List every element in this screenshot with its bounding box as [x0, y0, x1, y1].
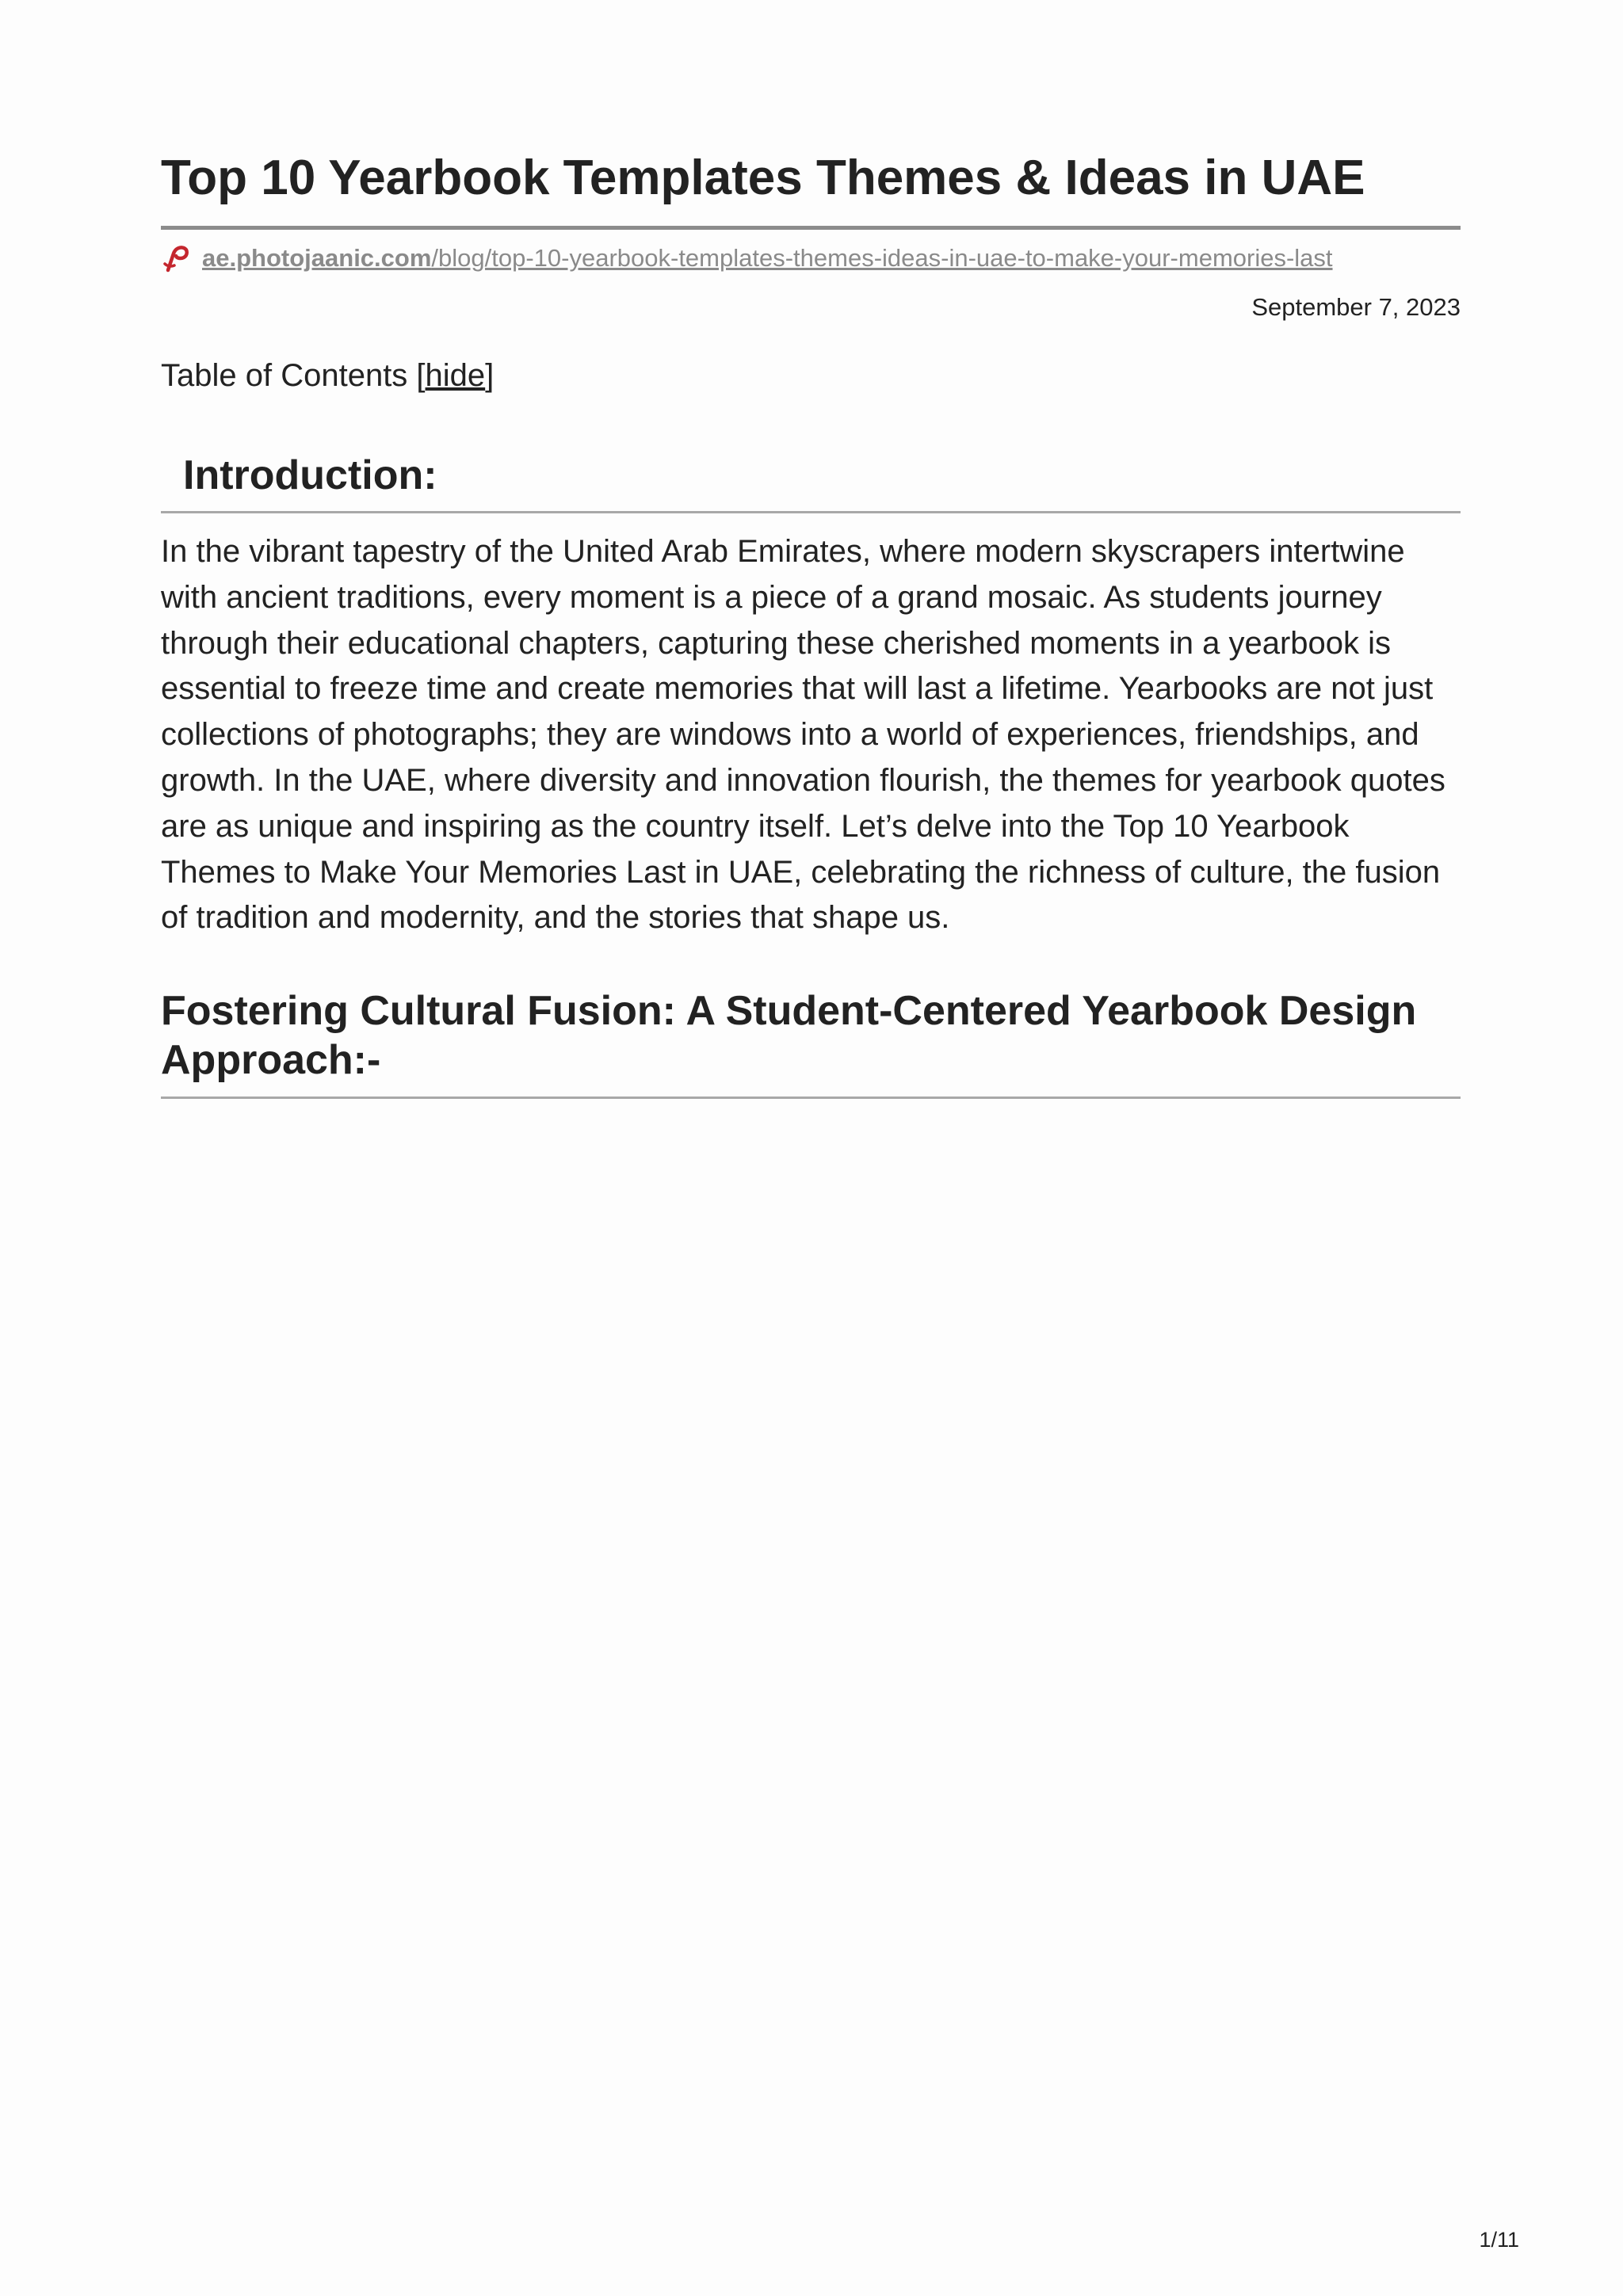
- site-logo-icon: [161, 242, 193, 274]
- source-path: /blog/top-10-yearbook-templates-themes-ideas-in-uae-to-make-your-memories-last: [431, 244, 1333, 272]
- intro-paragraph: In the vibrant tapestry of the United Arab Emirates, where modern skyscrapers intertwine with ancient traditions, every moment is a piece of a grand mosaic. As students journey through their educational chapters, capturing these cherished moments in a yearbook is essential to freeze time and create memories that will last a lifetime. Yearbooks are not just collections of photographs; they are windows into a world of experiences, friendships, and growth. In the UAE, where diversity and innovation flourish, the themes for yearbook quotes are as unique and inspiring as the country itself. Let’s delve into the Top 10 Yearbook Themes to Make Your Memories Last in UAE, celebrating the richness of culture, the fusion of tradition and modernity, and the stories that shape us.: [161, 534, 1445, 936]
- section-divider: [161, 1097, 1461, 1099]
- toc-bracket: ]: [485, 358, 495, 393]
- source-url-link[interactable]: [202, 244, 1333, 273]
- table-of-contents: [161, 358, 494, 394]
- intro-heading: Introduction:: [183, 452, 437, 498]
- toc-hide-link[interactable]: hide: [425, 358, 486, 393]
- publish-date: September 7, 2023: [1251, 293, 1461, 321]
- title-divider: [161, 226, 1461, 230]
- source-domain: ae.photojaanic.com: [202, 244, 432, 272]
- source-row: [161, 241, 1461, 276]
- section-heading: Fostering Cultural Fusion: A Student-Centered Yearbook Design Approach:-: [161, 988, 1417, 1083]
- page-title: Top 10 Yearbook Templates Themes & Ideas in UAE: [161, 151, 1365, 205]
- page-number: 1/11: [1479, 2228, 1519, 2252]
- toc-label: Table of Contents [: [161, 358, 426, 393]
- intro-divider: [161, 511, 1461, 513]
